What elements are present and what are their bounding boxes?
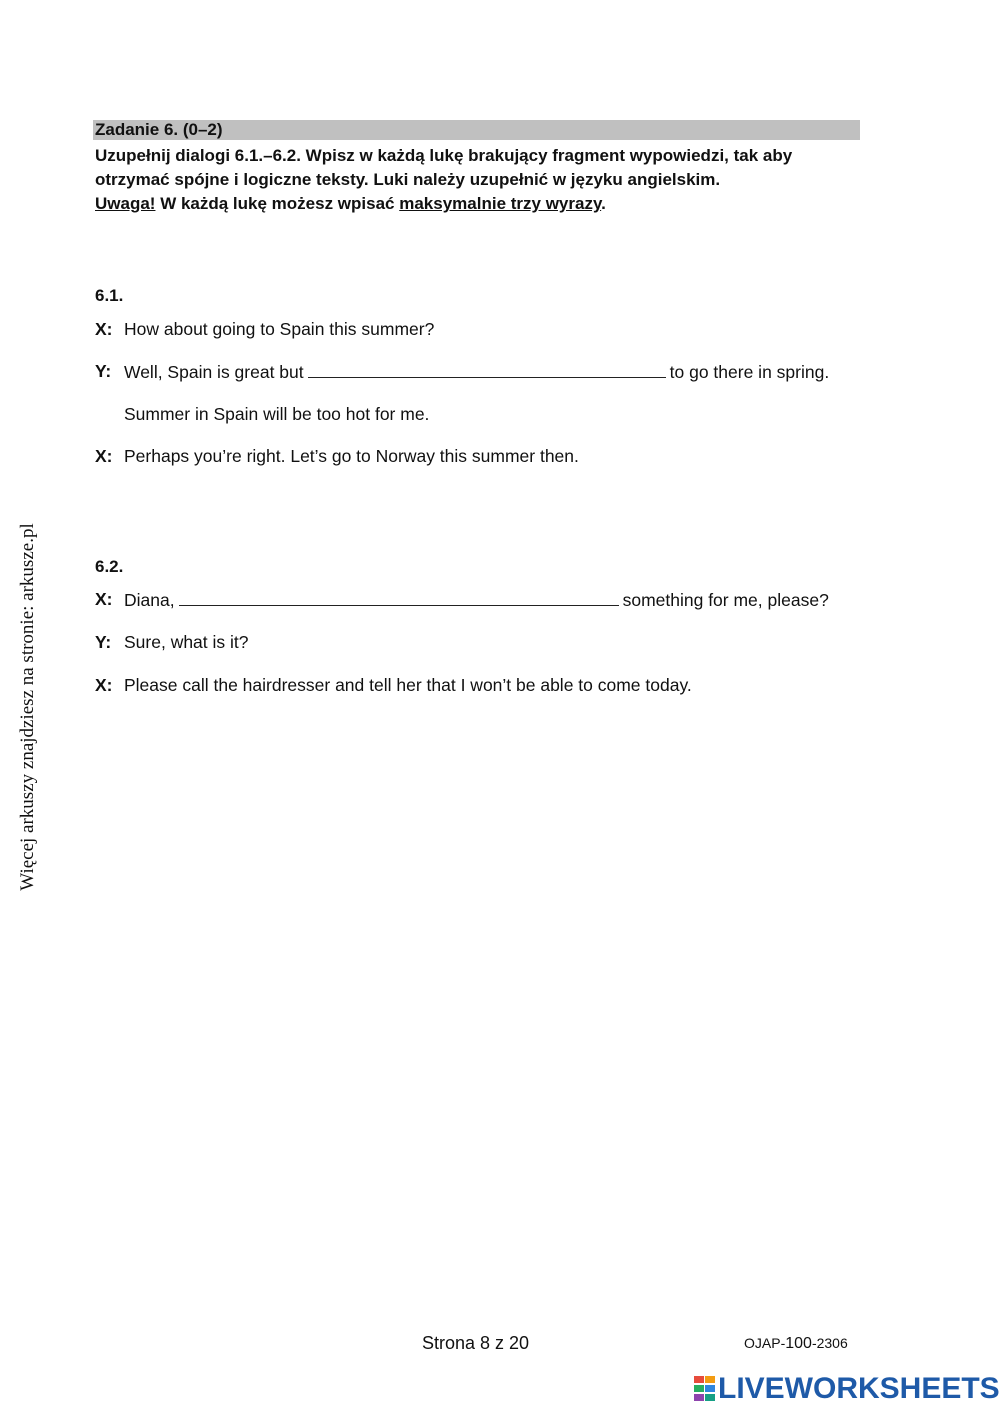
- dialog-6-2-line-3: [95, 673, 865, 697]
- brand-name: LIVEWORKSHEETS: [718, 1372, 1000, 1405]
- text-before-gap: Diana,: [124, 590, 175, 610]
- utterance: Perhaps you’re right. Let’s go to Norway this summer then.: [124, 446, 579, 466]
- utterance: Summer in Spain will be too hot for me.: [124, 404, 430, 424]
- text-before-gap: Well, Spain is great but: [124, 362, 304, 382]
- liveworksheets-logo-icon: [694, 1376, 716, 1402]
- utterance: How about going to Spain this summer?: [124, 319, 435, 339]
- speaker-label: X:: [95, 589, 113, 609]
- exam-code-prefix: OJAP-: [744, 1335, 786, 1351]
- note-end: .: [601, 194, 606, 213]
- utterance-with-gap: [124, 359, 829, 384]
- dialog-6-1-number: 6.1.: [95, 286, 124, 305]
- dialog-6-1-line-1: [95, 317, 865, 341]
- exam-code-suffix: -2306: [811, 1335, 848, 1351]
- speaker-label: X:: [95, 446, 113, 466]
- speaker-label: X:: [95, 675, 113, 695]
- instructions-line-1: Uzupełnij dialogi 6.1.–6.2. Wpisz w każdą lukę brakujący fragment wypowiedzi, tak aby: [95, 146, 793, 165]
- liveworksheets-logo[interactable]: [694, 1372, 1000, 1406]
- side-note-watermark: Więcej arkuszy znajdziesz na stronie: arkusze.pl: [17, 523, 38, 891]
- page-number: Strona 8 z 20: [422, 1333, 530, 1353]
- speaker-label: Y:: [95, 632, 112, 652]
- answer-gap-6-2[interactable]: [179, 587, 619, 606]
- dialog-6-2-number: 6.2.: [95, 557, 124, 576]
- dialog-6-2-line-1: [95, 587, 865, 611]
- note-emphasis: maksymalnie trzy wyrazy: [399, 194, 602, 213]
- dialog-6-1-line-4: [95, 444, 865, 468]
- note-label: Uwaga!: [95, 194, 156, 213]
- utterance-with-gap: [124, 587, 829, 612]
- instructions-line-2: otrzymać spójne i logiczne teksty. Luki należy uzupełnić w języku angielskim.: [95, 170, 721, 189]
- task-header: [93, 120, 860, 140]
- note-middle: W każdą lukę możesz wpisać: [155, 194, 400, 213]
- answer-gap-6-1[interactable]: [308, 359, 666, 378]
- utterance: Please call the hairdresser and tell her that I won’t be able to come today.: [124, 675, 692, 695]
- exam-code: [744, 1335, 848, 1353]
- dialog-6-2-line-2: [95, 630, 865, 654]
- dialog-6-1-line-3: [95, 402, 865, 426]
- speaker-label: Y:: [95, 361, 112, 381]
- utterance: Sure, what is it?: [124, 632, 249, 652]
- text-after-gap: to go there in spring.: [669, 362, 830, 382]
- speaker-label: X:: [95, 319, 113, 339]
- task-title: Zadanie 6. (0–2): [95, 120, 223, 139]
- task-instructions: [95, 144, 865, 216]
- exam-code-main: 100: [785, 1335, 812, 1352]
- instructions-note: [95, 192, 865, 216]
- text-after-gap: something for me, please?: [622, 590, 829, 610]
- dialog-6-1-line-2: [95, 359, 865, 383]
